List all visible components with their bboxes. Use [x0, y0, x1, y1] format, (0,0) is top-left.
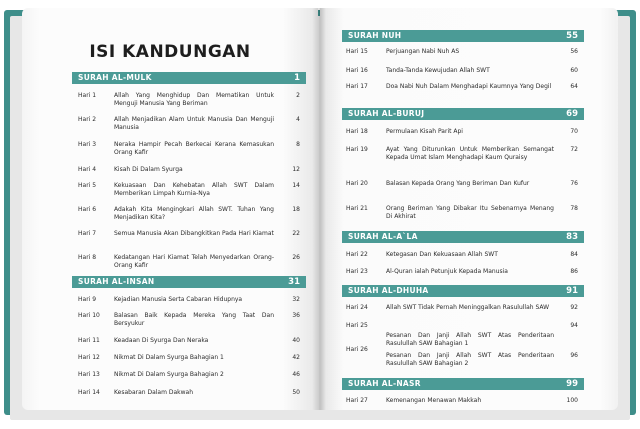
- section-page: 31: [288, 277, 300, 287]
- day-label: Hari 12: [78, 354, 100, 361]
- section-name: SURAH AL-DHUHA: [348, 286, 429, 295]
- entry-text: Keadaan Di Syurga Dan Neraka: [114, 337, 209, 344]
- entry-text: Al-Quran ialah Petunjuk Kepada Manusia: [386, 268, 508, 275]
- section-page: 55: [566, 31, 578, 41]
- entry-page: 36: [292, 312, 300, 319]
- section-bar-al-insan: [72, 276, 306, 288]
- day-label: Hari 14: [78, 389, 100, 396]
- section-bar-al-dhuha: [342, 285, 584, 297]
- entry-text: Allah Yang Menghidup Dan Mematikan Untuk Menguji Manusia Yang Beriman: [114, 92, 274, 107]
- day-label: Hari 6: [78, 206, 97, 213]
- entry-page: 56: [570, 48, 578, 55]
- day-label: Hari 8: [78, 254, 97, 261]
- day-label: Hari 23: [346, 268, 368, 275]
- right-page: [320, 8, 618, 410]
- section-name: SURAH AL-NASR: [348, 379, 421, 388]
- day-label: Hari 4: [78, 166, 97, 173]
- entry-page: 18: [292, 206, 300, 213]
- entry-page: 100: [566, 397, 578, 404]
- entry-page: 94: [570, 322, 578, 329]
- day-label: Hari 5: [78, 182, 97, 189]
- section-page: 83: [566, 232, 578, 242]
- section-name: SURAH AL-MULK: [78, 73, 152, 82]
- entry-text: Semua Manusia Akan Dibangkitkan Pada Hari Kiamat: [114, 230, 274, 237]
- day-label: Hari 27: [346, 397, 368, 404]
- entry-page: 50: [292, 389, 300, 396]
- entry-page: 96: [570, 352, 578, 359]
- left-page: [22, 8, 318, 410]
- day-label: Hari 17: [346, 83, 368, 90]
- entry-page: 76: [570, 180, 578, 187]
- entry-text: Kisah Di Dalam Syurga: [114, 166, 183, 173]
- day-label: Hari 18: [346, 128, 368, 135]
- entry-page: 64: [570, 83, 578, 90]
- entry-text: Kejadian Manusia Serta Cabaran Hidupnya: [114, 296, 243, 303]
- day-label: Hari 16: [346, 67, 368, 74]
- entry-text: Adakah Kita Mengingkari Allah SWT. Tuhan Yang Menjadikan Kita?: [114, 206, 274, 221]
- day-label: Hari 15: [346, 48, 368, 55]
- book-gutter-shadow: [312, 8, 326, 410]
- entry-page: 72: [570, 146, 578, 153]
- section-name: SURAH AL-INSAN: [78, 277, 155, 286]
- entry-text: Tanda-Tanda Kewujudan Allah SWT: [386, 67, 490, 74]
- entry-page: 12: [292, 166, 300, 173]
- entry-text: Doa Nabi Nuh Dalam Menghadapi Kaumnya Yang Degil: [386, 83, 552, 90]
- section-name: SURAH NUH: [348, 31, 402, 40]
- entry-text: Orang Beriman Yang Dibakar Itu Sebenarnya Menang Di Akhirat: [386, 205, 554, 220]
- section-bar-al-buruj: [342, 108, 584, 120]
- entry-text: Ketegasan Dan Kekuasaan Allah SWT: [386, 251, 498, 258]
- entry-page: 60: [570, 67, 578, 74]
- entry-page: 8: [296, 141, 300, 148]
- day-label: Hari 3: [78, 141, 97, 148]
- entry-page: 46: [292, 371, 300, 378]
- entry-text: Kekuasaan Dan Kehebatan Allah SWT Dalam Memberikan Limpah Kurnia-Nya: [114, 182, 274, 197]
- day-label: Hari 2: [78, 116, 97, 123]
- section-bar-nuh: [342, 30, 584, 42]
- entry-text: Permulaan Kisah Parit Api: [386, 128, 463, 135]
- section-name: SURAH AL-A`LA: [348, 232, 418, 241]
- entry-page: 70: [570, 128, 578, 135]
- section-bar-al-nasr: [342, 378, 584, 390]
- day-label: Hari 24: [346, 304, 368, 311]
- entry-page: 26: [292, 254, 300, 261]
- entry-text: Balasan Baik Kepada Mereka Yang Taat Dan Bersyukur: [114, 312, 274, 327]
- entry-page: 22: [292, 230, 300, 237]
- section-page: 91: [566, 286, 578, 296]
- day-label: Hari 22: [346, 251, 368, 258]
- entry-page: 40: [292, 337, 300, 344]
- section-name: SURAH AL-BURUJ: [348, 109, 425, 118]
- entry-text: Ayat Yang Diturunkan Untuk Memberikan Semangat Kepada Umat Islam Menghadapi Kaum Quraisy: [386, 146, 554, 161]
- section-page: 69: [566, 109, 578, 119]
- entry-page: 2: [296, 92, 300, 99]
- entry-page: 14: [292, 182, 300, 189]
- day-label: Hari 25: [346, 322, 368, 329]
- day-label: Hari 26: [346, 346, 368, 353]
- entry-page: 78: [570, 205, 578, 212]
- day-label: Hari 7: [78, 230, 97, 237]
- entry-page: 84: [570, 251, 578, 258]
- entry-page: 92: [570, 304, 578, 311]
- day-label: Hari 19: [346, 146, 368, 153]
- day-label: Hari 1: [78, 92, 97, 99]
- entry-text: Pesanan Dan Janji Allah SWT Atas Penderitaan Rasulullah SAW Bahagian 2: [386, 352, 554, 367]
- day-label: Hari 10: [78, 312, 100, 319]
- entry-text: Allah SWT Tidak Pernah Meninggalkan Rasulullah SAW: [386, 304, 550, 311]
- entry-page: 4: [296, 116, 300, 123]
- entry-text: Allah Menjadikan Alam Untuk Manusia Dan Menguji Manusia: [114, 116, 274, 131]
- entry-text: Balasan Kepada Orang Yang Beriman Dan Kufur: [386, 180, 530, 187]
- day-label: Hari 20: [346, 180, 368, 187]
- entry-text: Kesabaran Dalam Dakwah: [114, 389, 194, 396]
- day-label: Hari 11: [78, 337, 100, 344]
- entry-text: Kemenangan Menawan Makkah: [386, 397, 482, 404]
- entry-text: Nikmat Di Dalam Syurga Bahagian 2: [114, 371, 224, 378]
- entry-text: Kedatangan Hari Kiamat Telah Menyedarkan Orang-Orang Kafir: [114, 254, 274, 269]
- day-label: Hari 9: [78, 296, 97, 303]
- section-bar-al-mulk: [72, 72, 306, 84]
- entry-page: 86: [570, 268, 578, 275]
- section-bar-al-ala: [342, 231, 584, 243]
- entry-text: Nikmat Di Dalam Syurga Bahagian 1: [114, 354, 224, 361]
- page-title: ISI KANDUNGAN: [89, 42, 251, 62]
- day-label: Hari 21: [346, 205, 368, 212]
- entry-page: 42: [292, 354, 300, 361]
- day-label: Hari 13: [78, 371, 100, 378]
- entry-page: 32: [292, 296, 300, 303]
- entry-text: Pesanan Dan Janji Allah SWT Atas Penderitaan Rasulullah SAW Bahagian 1: [386, 332, 554, 347]
- entry-text: Perjuangan Nabi Nuh AS: [386, 48, 460, 55]
- entry-text: Neraka Hampir Pecah Berkecai Kerana Kemasukan Orang Kafir: [114, 141, 274, 156]
- section-page: 99: [566, 379, 578, 389]
- section-page: 1: [294, 73, 300, 83]
